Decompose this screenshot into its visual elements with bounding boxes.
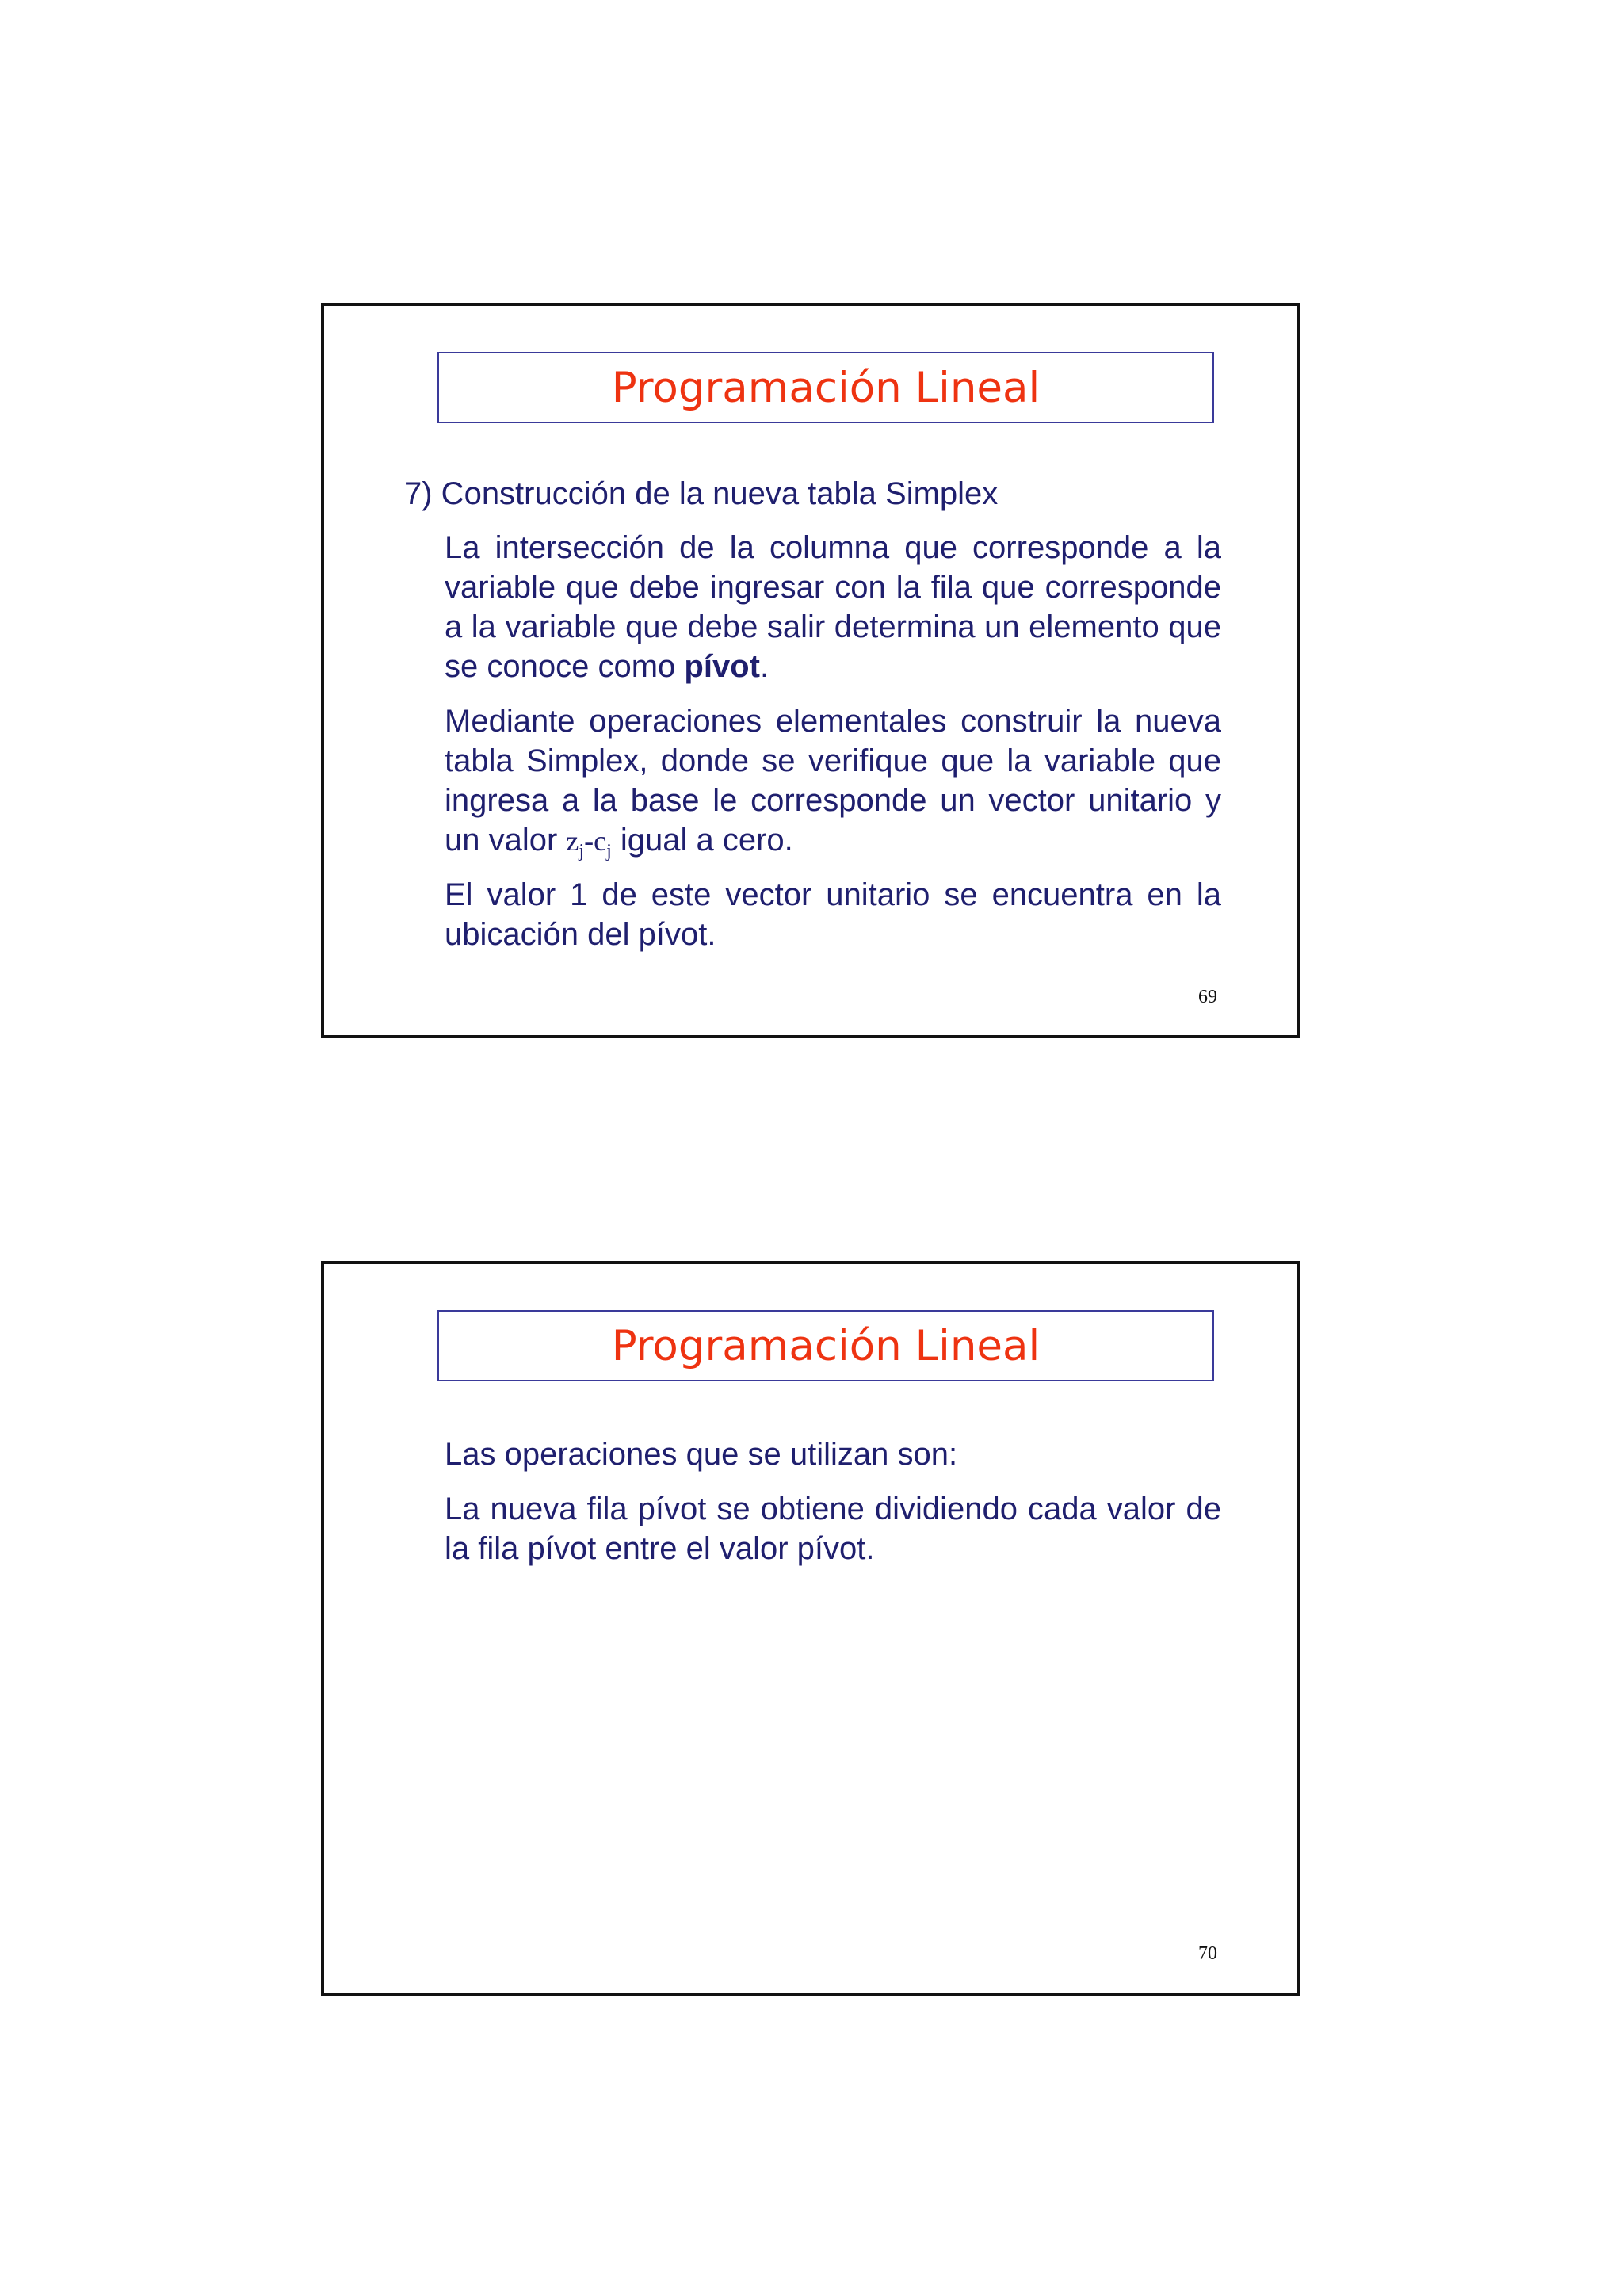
formula-z-subscript: j [579,841,585,861]
formula-zj-cj [566,825,612,861]
formula-z: z [566,825,579,857]
slide-70 [321,1261,1300,1996]
slide-title-box [437,352,1214,423]
paragraph-text: Mediante operaciones elementales construir la nueva tabla Simplex, donde se verifique que la variable que ingresa a la base le corresponde un vector unitario y un valor [445,704,1221,858]
formula-minus: - [584,825,594,857]
slide-title-box [437,1310,1214,1381]
paragraph-unit-vector: El valor 1 de este vector unitario se encuentra en la ubicación del pívot. [445,877,1221,952]
paragraph-text-end: igual a cero. [611,823,793,858]
pivot-term: pívot [684,649,760,684]
paragraph-operations-intro: Las operaciones que se utilizan son: [445,1437,958,1472]
section-heading: 7) Construcción de la nueva tabla Simplex [404,476,999,511]
slide-title: Programación Lineal [611,363,1041,412]
paragraph-pivot-definition [445,528,1221,686]
slide-69 [321,303,1300,1038]
paragraph-new-pivot-row: La nueva fila pívot se obtiene dividiendo cada valor de la fila pívot entre el valor pívot. [445,1492,1221,1566]
page-number: 70 [1198,1943,1217,1964]
formula-c: c [594,825,607,857]
paragraph-text: La intersección de la columna que corresponde a la variable que debe ingresar con la fila que corresponde a la variable que debe salir determina un elemento que se conoce como [445,530,1221,684]
formula-c-subscript: j [606,841,612,861]
paragraph-text-end: . [759,649,769,684]
slide-title: Programación Lineal [611,1321,1041,1370]
page-number: 69 [1198,987,1217,1007]
paragraph-elementary-operations [445,701,1221,861]
